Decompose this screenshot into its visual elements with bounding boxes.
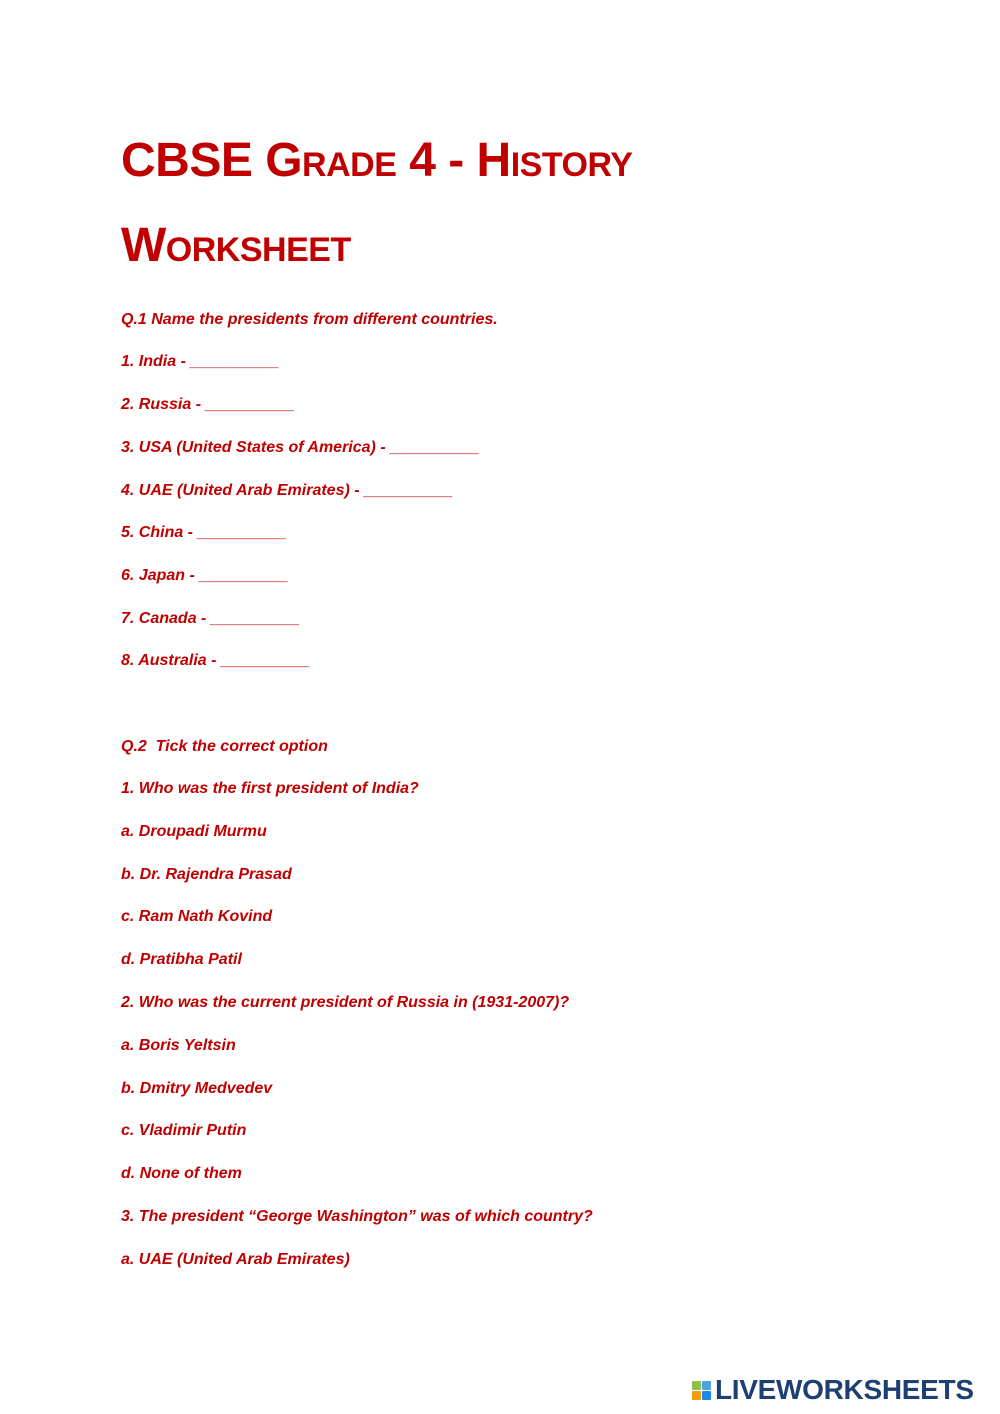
- q1-item-usa: 3. USA (United States of America) - __________: [121, 439, 480, 456]
- liveworksheets-logo-icon: [692, 1381, 711, 1400]
- liveworksheets-logo: [692, 1374, 974, 1406]
- q2-question-3: 3. The president “George Washington” was of which country?: [121, 1208, 593, 1225]
- q2-q1-option-b: b. Dr. Rajendra Prasad: [121, 866, 292, 883]
- worksheet-title-line-1: CBSE Grade 4 - History: [121, 134, 633, 187]
- q1-item-russia: 2. Russia - __________: [121, 396, 295, 413]
- q2-q3-option-a: a. UAE (United Arab Emirates): [121, 1251, 350, 1268]
- q2-question-1: 1. Who was the first president of India?: [121, 780, 419, 797]
- q2-question-2: 2. Who was the current president of Russia in (1931-2007)?: [121, 994, 570, 1011]
- q1-item-china: 5. China - __________: [121, 524, 287, 541]
- q2-q1-option-c: c. Ram Nath Kovind: [121, 908, 273, 925]
- q1-item-india: 1. India - __________: [121, 353, 280, 370]
- q1-item-canada: 7. Canada - __________: [121, 610, 300, 627]
- q2-q2-option-d: d. None of them: [121, 1165, 242, 1182]
- q1-item-uae: 4. UAE (United Arab Emirates) - __________: [121, 482, 453, 499]
- q2-heading: Q.2 Tick the correct option: [121, 738, 328, 755]
- q2-q2-option-b: b. Dmitry Medvedev: [121, 1080, 273, 1097]
- q2-q1-option-a: a. Droupadi Murmu: [121, 823, 267, 840]
- q1-heading: Q.1 Name the presidents from different countries.: [121, 311, 498, 328]
- q1-item-japan: 6. Japan - __________: [121, 567, 289, 584]
- q2-q2-option-c: c. Vladimir Putin: [121, 1122, 247, 1139]
- q1-item-australia: 8. Australia - __________: [121, 652, 310, 669]
- q2-q2-option-a: a. Boris Yeltsin: [121, 1037, 236, 1054]
- q2-q1-option-d: d. Pratibha Patil: [121, 951, 242, 968]
- worksheet-title-line-2: Worksheet: [121, 219, 351, 272]
- liveworksheets-logo-text: LIVEWORKSHEETS: [715, 1374, 974, 1405]
